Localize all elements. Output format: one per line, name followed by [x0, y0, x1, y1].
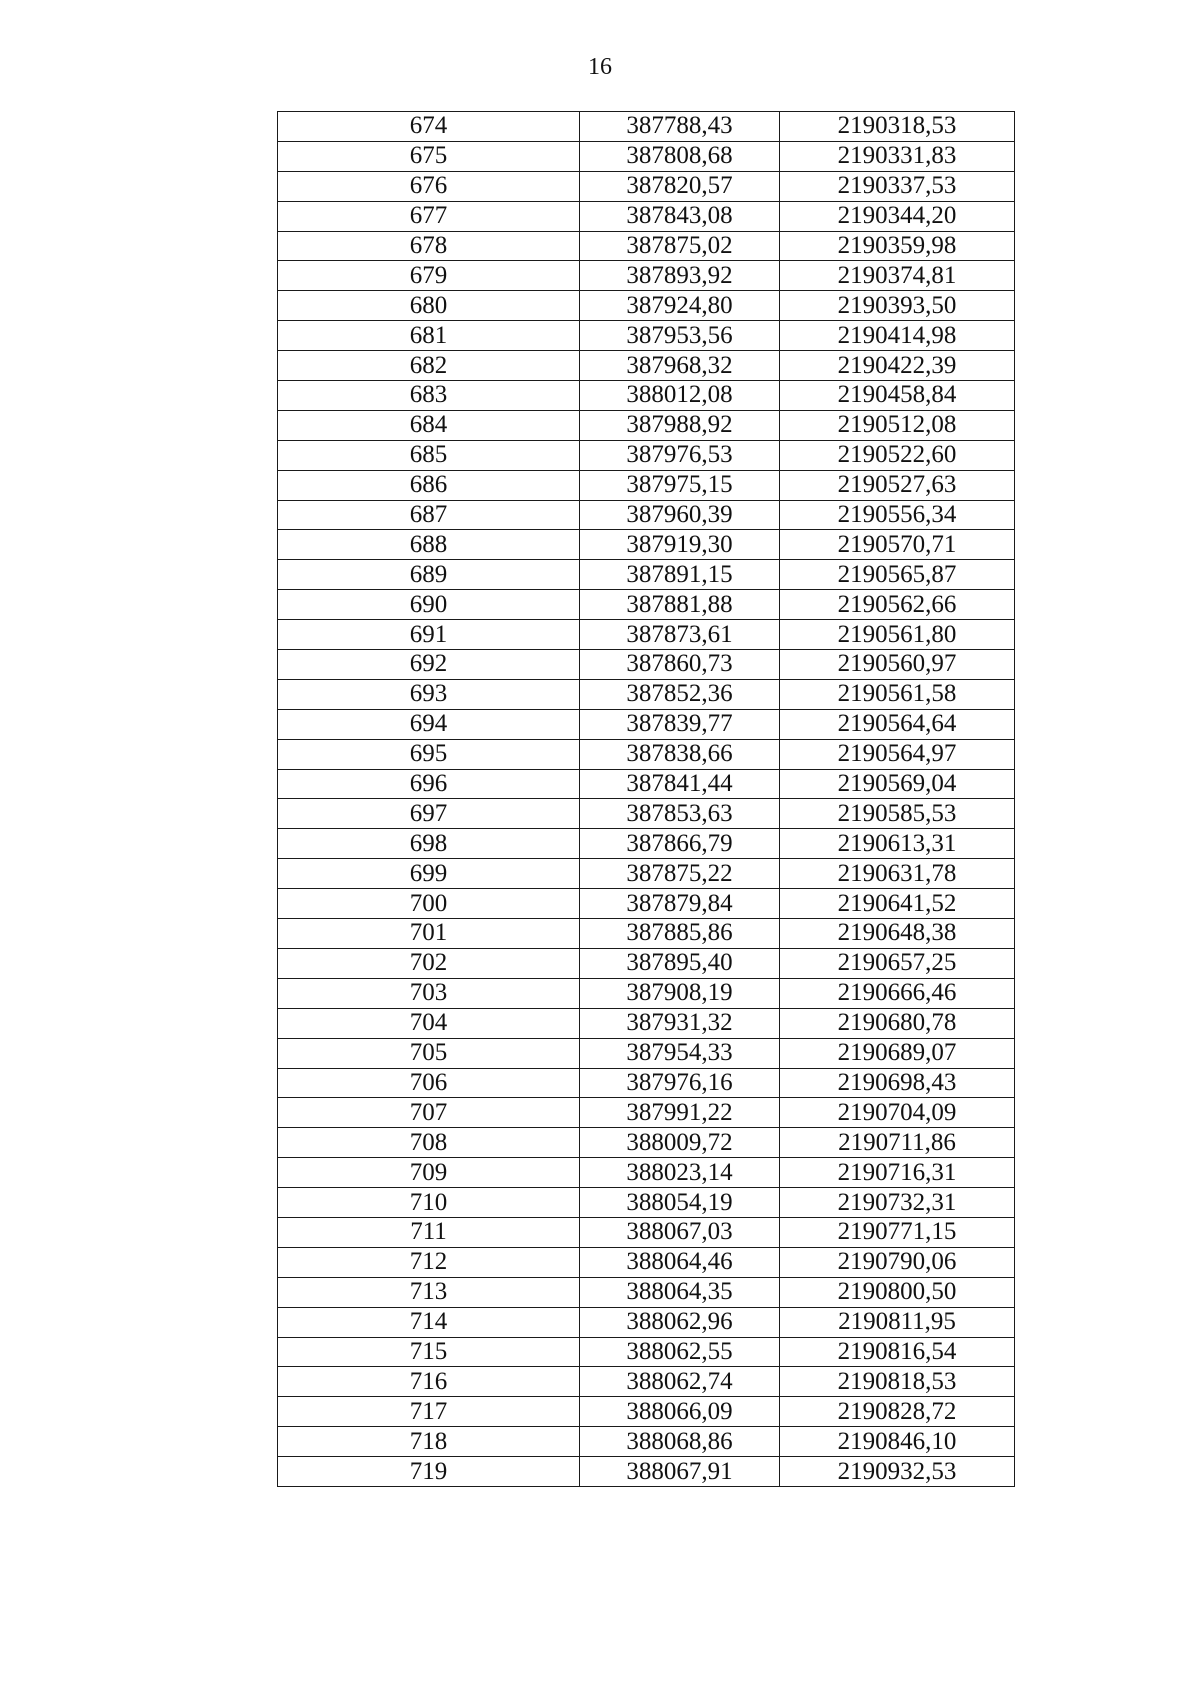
point-number-cell: 685: [278, 440, 580, 470]
point-number-cell: 678: [278, 231, 580, 261]
x-coordinate-cell: 387975,15: [580, 470, 780, 500]
point-number-cell: 710: [278, 1188, 580, 1218]
table-row: [278, 1307, 1015, 1337]
table-row: [278, 351, 1015, 381]
x-coordinate-cell: 388062,96: [580, 1307, 780, 1337]
table-row: [278, 859, 1015, 889]
y-coordinate-cell: 2190704,09: [780, 1098, 1015, 1128]
x-coordinate-cell: 387953,56: [580, 321, 780, 351]
point-number-cell: 703: [278, 978, 580, 1008]
table-row: [278, 709, 1015, 739]
table-row: [278, 141, 1015, 171]
table-row: [278, 1098, 1015, 1128]
point-number-cell: 676: [278, 171, 580, 201]
table-row: [278, 769, 1015, 799]
table-row: [278, 1038, 1015, 1068]
point-number-cell: 709: [278, 1158, 580, 1188]
x-coordinate-cell: 387860,73: [580, 650, 780, 680]
table-row: [278, 112, 1015, 142]
x-coordinate-cell: 387908,19: [580, 978, 780, 1008]
table-row: [278, 231, 1015, 261]
table-row: [278, 948, 1015, 978]
point-number-cell: 689: [278, 560, 580, 590]
x-coordinate-cell: 387808,68: [580, 141, 780, 171]
x-coordinate-cell: 387924,80: [580, 291, 780, 321]
y-coordinate-cell: 2190828,72: [780, 1397, 1015, 1427]
y-coordinate-cell: 2190560,97: [780, 650, 1015, 680]
point-number-cell: 680: [278, 291, 580, 321]
x-coordinate-cell: 387838,66: [580, 739, 780, 769]
coordinates-table-body: [278, 112, 1015, 1487]
y-coordinate-cell: 2190811,95: [780, 1307, 1015, 1337]
table-row: [278, 381, 1015, 411]
table-row: [278, 291, 1015, 321]
x-coordinate-cell: 387885,86: [580, 919, 780, 949]
table-row: [278, 560, 1015, 590]
point-number-cell: 705: [278, 1038, 580, 1068]
y-coordinate-cell: 2190818,53: [780, 1367, 1015, 1397]
table-row: [278, 1128, 1015, 1158]
point-number-cell: 686: [278, 470, 580, 500]
y-coordinate-cell: 2190414,98: [780, 321, 1015, 351]
table-row: [278, 1217, 1015, 1247]
x-coordinate-cell: 388066,09: [580, 1397, 780, 1427]
point-number-cell: 684: [278, 410, 580, 440]
point-number-cell: 677: [278, 201, 580, 231]
table-row: [278, 1457, 1015, 1487]
y-coordinate-cell: 2190562,66: [780, 590, 1015, 620]
x-coordinate-cell: 388062,55: [580, 1337, 780, 1367]
x-coordinate-cell: 388064,46: [580, 1247, 780, 1277]
x-coordinate-cell: 388067,03: [580, 1217, 780, 1247]
y-coordinate-cell: 2190716,31: [780, 1158, 1015, 1188]
point-number-cell: 700: [278, 889, 580, 919]
x-coordinate-cell: 388023,14: [580, 1158, 780, 1188]
table-row: [278, 171, 1015, 201]
x-coordinate-cell: 387960,39: [580, 500, 780, 530]
y-coordinate-cell: 2190561,58: [780, 679, 1015, 709]
point-number-cell: 697: [278, 799, 580, 829]
point-number-cell: 690: [278, 590, 580, 620]
y-coordinate-cell: 2190657,25: [780, 948, 1015, 978]
y-coordinate-cell: 2190680,78: [780, 1008, 1015, 1038]
x-coordinate-cell: 387843,08: [580, 201, 780, 231]
y-coordinate-cell: 2190359,98: [780, 231, 1015, 261]
y-coordinate-cell: 2190800,50: [780, 1277, 1015, 1307]
table-row: [278, 1068, 1015, 1098]
point-number-cell: 679: [278, 261, 580, 291]
x-coordinate-cell: 387976,53: [580, 440, 780, 470]
point-number-cell: 693: [278, 679, 580, 709]
x-coordinate-cell: 387866,79: [580, 829, 780, 859]
table-row: [278, 1008, 1015, 1038]
table-row: [278, 739, 1015, 769]
point-number-cell: 692: [278, 650, 580, 680]
x-coordinate-cell: 387788,43: [580, 112, 780, 142]
y-coordinate-cell: 2190512,08: [780, 410, 1015, 440]
point-number-cell: 695: [278, 739, 580, 769]
point-number-cell: 719: [278, 1457, 580, 1487]
x-coordinate-cell: 387954,33: [580, 1038, 780, 1068]
point-number-cell: 701: [278, 919, 580, 949]
point-number-cell: 687: [278, 500, 580, 530]
x-coordinate-cell: 387991,22: [580, 1098, 780, 1128]
x-coordinate-cell: 387891,15: [580, 560, 780, 590]
coordinates-table: [277, 111, 1015, 1487]
table-row: [278, 590, 1015, 620]
page-number: 16: [588, 54, 612, 80]
table-row: [278, 1247, 1015, 1277]
y-coordinate-cell: 2190771,15: [780, 1217, 1015, 1247]
x-coordinate-cell: 388064,35: [580, 1277, 780, 1307]
y-coordinate-cell: 2190422,39: [780, 351, 1015, 381]
y-coordinate-cell: 2190564,97: [780, 739, 1015, 769]
point-number-cell: 691: [278, 620, 580, 650]
y-coordinate-cell: 2190648,38: [780, 919, 1015, 949]
point-number-cell: 696: [278, 769, 580, 799]
point-number-cell: 694: [278, 709, 580, 739]
x-coordinate-cell: 388054,19: [580, 1188, 780, 1218]
x-coordinate-cell: 388068,86: [580, 1427, 780, 1457]
point-number-cell: 699: [278, 859, 580, 889]
y-coordinate-cell: 2190666,46: [780, 978, 1015, 1008]
y-coordinate-cell: 2190732,31: [780, 1188, 1015, 1218]
point-number-cell: 716: [278, 1367, 580, 1397]
point-number-cell: 682: [278, 351, 580, 381]
x-coordinate-cell: 387875,22: [580, 859, 780, 889]
point-number-cell: 718: [278, 1427, 580, 1457]
point-number-cell: 674: [278, 112, 580, 142]
point-number-cell: 683: [278, 381, 580, 411]
table-row: [278, 829, 1015, 859]
point-number-cell: 698: [278, 829, 580, 859]
x-coordinate-cell: 387895,40: [580, 948, 780, 978]
y-coordinate-cell: 2190458,84: [780, 381, 1015, 411]
y-coordinate-cell: 2190569,04: [780, 769, 1015, 799]
y-coordinate-cell: 2190561,80: [780, 620, 1015, 650]
point-number-cell: 675: [278, 141, 580, 171]
y-coordinate-cell: 2190565,87: [780, 560, 1015, 590]
y-coordinate-cell: 2190711,86: [780, 1128, 1015, 1158]
y-coordinate-cell: 2190932,53: [780, 1457, 1015, 1487]
point-number-cell: 708: [278, 1128, 580, 1158]
y-coordinate-cell: 2190522,60: [780, 440, 1015, 470]
table-row: [278, 1188, 1015, 1218]
x-coordinate-cell: 387853,63: [580, 799, 780, 829]
y-coordinate-cell: 2190393,50: [780, 291, 1015, 321]
y-coordinate-cell: 2190846,10: [780, 1427, 1015, 1457]
table-row: [278, 321, 1015, 351]
point-number-cell: 714: [278, 1307, 580, 1337]
y-coordinate-cell: 2190527,63: [780, 470, 1015, 500]
x-coordinate-cell: 387841,44: [580, 769, 780, 799]
table-row: [278, 889, 1015, 919]
table-row: [278, 620, 1015, 650]
point-number-cell: 711: [278, 1217, 580, 1247]
table-row: [278, 1337, 1015, 1367]
table-row: [278, 650, 1015, 680]
table-row: [278, 500, 1015, 530]
y-coordinate-cell: 2190641,52: [780, 889, 1015, 919]
table-row: [278, 799, 1015, 829]
x-coordinate-cell: 387931,32: [580, 1008, 780, 1038]
y-coordinate-cell: 2190689,07: [780, 1038, 1015, 1068]
table-row: [278, 1427, 1015, 1457]
y-coordinate-cell: 2190564,64: [780, 709, 1015, 739]
y-coordinate-cell: 2190698,43: [780, 1068, 1015, 1098]
x-coordinate-cell: 387852,36: [580, 679, 780, 709]
table-row: [278, 440, 1015, 470]
table-row: [278, 530, 1015, 560]
table-row: [278, 978, 1015, 1008]
y-coordinate-cell: 2190631,78: [780, 859, 1015, 889]
x-coordinate-cell: 387879,84: [580, 889, 780, 919]
x-coordinate-cell: 387919,30: [580, 530, 780, 560]
x-coordinate-cell: 387873,61: [580, 620, 780, 650]
y-coordinate-cell: 2190585,53: [780, 799, 1015, 829]
point-number-cell: 707: [278, 1098, 580, 1128]
point-number-cell: 681: [278, 321, 580, 351]
point-number-cell: 706: [278, 1068, 580, 1098]
table-row: [278, 410, 1015, 440]
x-coordinate-cell: 388012,08: [580, 381, 780, 411]
y-coordinate-cell: 2190374,81: [780, 261, 1015, 291]
point-number-cell: 688: [278, 530, 580, 560]
table-row: [278, 919, 1015, 949]
table-row: [278, 679, 1015, 709]
x-coordinate-cell: 387881,88: [580, 590, 780, 620]
x-coordinate-cell: 387893,92: [580, 261, 780, 291]
x-coordinate-cell: 388067,91: [580, 1457, 780, 1487]
x-coordinate-cell: 388062,74: [580, 1367, 780, 1397]
table-row: [278, 470, 1015, 500]
x-coordinate-cell: 388009,72: [580, 1128, 780, 1158]
point-number-cell: 717: [278, 1397, 580, 1427]
x-coordinate-cell: 387875,02: [580, 231, 780, 261]
y-coordinate-cell: 2190613,31: [780, 829, 1015, 859]
point-number-cell: 715: [278, 1337, 580, 1367]
y-coordinate-cell: 2190556,34: [780, 500, 1015, 530]
point-number-cell: 702: [278, 948, 580, 978]
table-row: [278, 1367, 1015, 1397]
x-coordinate-cell: 387988,92: [580, 410, 780, 440]
table-row: [278, 261, 1015, 291]
y-coordinate-cell: 2190816,54: [780, 1337, 1015, 1367]
table-row: [278, 1158, 1015, 1188]
x-coordinate-cell: 387839,77: [580, 709, 780, 739]
x-coordinate-cell: 387968,32: [580, 351, 780, 381]
point-number-cell: 704: [278, 1008, 580, 1038]
y-coordinate-cell: 2190337,53: [780, 171, 1015, 201]
y-coordinate-cell: 2190318,53: [780, 112, 1015, 142]
point-number-cell: 713: [278, 1277, 580, 1307]
y-coordinate-cell: 2190790,06: [780, 1247, 1015, 1277]
table-row: [278, 201, 1015, 231]
y-coordinate-cell: 2190570,71: [780, 530, 1015, 560]
table-row: [278, 1277, 1015, 1307]
x-coordinate-cell: 387820,57: [580, 171, 780, 201]
table-row: [278, 1397, 1015, 1427]
x-coordinate-cell: 387976,16: [580, 1068, 780, 1098]
point-number-cell: 712: [278, 1247, 580, 1277]
y-coordinate-cell: 2190344,20: [780, 201, 1015, 231]
y-coordinate-cell: 2190331,83: [780, 141, 1015, 171]
